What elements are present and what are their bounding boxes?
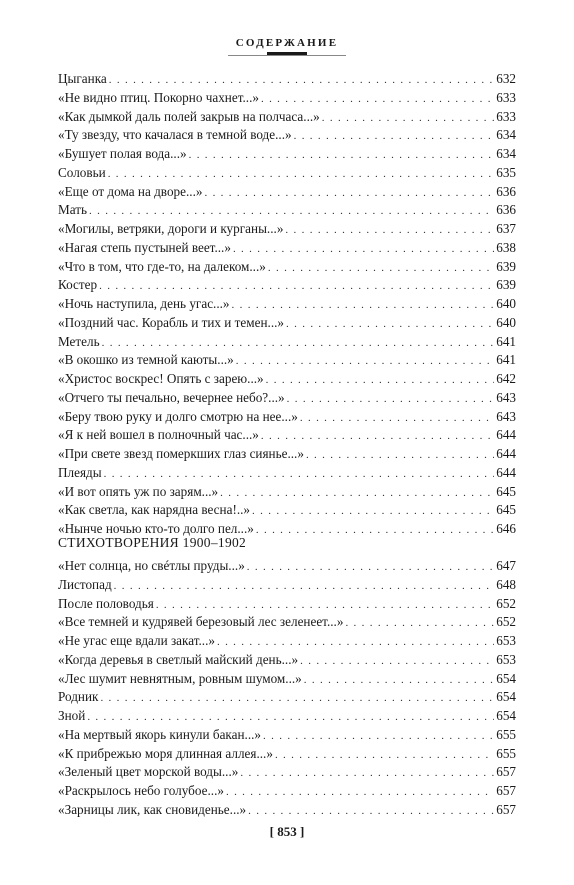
dot-leader: [236, 352, 494, 371]
section-heading: СТИХОТВОРЕНИЯ 1900–1902: [58, 535, 247, 550]
toc-entry-title: «Все темней и кудрявей березовый лес зеленеет...»: [58, 614, 344, 630]
toc-entry-title: «Поздний час. Корабль и тих и темен...»: [58, 314, 285, 330]
toc-entry: [58, 557, 516, 576]
running-header: СОДЕРЖАНИЕ: [235, 37, 339, 49]
page-number: [ 853 ]: [269, 824, 305, 839]
toc-entry-title: «Зарницы лик, как сновиденье...»: [58, 801, 247, 817]
toc-entry-page: 657: [496, 801, 516, 817]
dot-leader: [102, 334, 495, 353]
toc-entry: [58, 763, 516, 782]
toc-entry: [58, 688, 516, 707]
dot-leader: [100, 689, 494, 708]
toc-entry-page: 657: [496, 764, 516, 780]
toc-entry-title: «Не видно птиц. Покорно чахнет...»: [58, 89, 259, 105]
toc-entry-title: «При свете звезд померкших глаз сиянье...»: [58, 446, 304, 461]
dot-leader: [217, 633, 494, 652]
dot-leader: [300, 409, 494, 428]
dot-leader: [247, 558, 494, 577]
dot-leader: [263, 727, 494, 746]
dot-leader: [204, 184, 494, 203]
dot-leader: [114, 577, 495, 596]
toc-entry-page: 654: [496, 689, 516, 705]
toc-entry-title: «Когда деревья в светлый майский день...»: [58, 651, 299, 667]
toc-entry: [58, 183, 516, 202]
toc-entry-title: «Христос воскрес! Опять с зарею...»: [58, 371, 264, 386]
dot-leader: [287, 390, 495, 409]
toc-entry-title: После половодья: [58, 595, 154, 611]
dot-leader: [304, 671, 494, 690]
toc-entry-page: 646: [496, 521, 516, 536]
dot-leader: [256, 521, 494, 540]
dot-leader: [233, 240, 494, 259]
toc-entry: [58, 613, 516, 632]
toc-entry: [58, 426, 516, 445]
dot-leader: [109, 71, 494, 90]
toc-entry-title: «Как дымкой даль полей закрыв на полчаса...»: [58, 108, 320, 124]
dot-leader: [285, 221, 494, 240]
toc-entry-page: 634: [496, 127, 516, 143]
toc-entry-title: Мать: [58, 202, 88, 218]
toc-entry: [58, 632, 516, 651]
toc-entry-title: «Беру твою руку и долго смотрю на нее...»: [58, 408, 298, 424]
toc-entry-title: Метель: [58, 333, 100, 349]
toc-entry-page: 645: [496, 483, 516, 499]
toc-entry-page: 641: [496, 333, 516, 349]
toc-entry-title: Листопад: [58, 576, 112, 592]
toc-entry: [58, 201, 516, 220]
toc-entry-page: 635: [496, 164, 516, 180]
toc-entry-page: 636: [496, 183, 516, 199]
toc-entry: [58, 801, 516, 820]
toc-entry-title: «Нет солнца, но свéтлы пруды...»: [58, 558, 245, 573]
toc-entry-title: «Как светла, как нарядна весна!..»: [58, 502, 251, 518]
dot-leader: [226, 783, 494, 802]
toc-entry: [58, 576, 516, 595]
toc-entry-page: 654: [496, 708, 516, 723]
toc-list-part-2: [58, 557, 516, 820]
toc-entry: [58, 295, 516, 314]
dot-leader: [275, 746, 494, 765]
toc-entry-page: 654: [496, 670, 516, 686]
toc-entry: [58, 239, 516, 258]
toc-entry-page: 632: [496, 71, 516, 86]
toc-entry-page: 652: [496, 595, 516, 611]
toc-entry-page: 637: [496, 221, 516, 236]
toc-entry-title: Цыганка: [58, 71, 107, 86]
dot-leader: [87, 708, 494, 727]
toc-entry-title: «Бушует полая вода...»: [58, 146, 187, 161]
toc-entry-title: «Раскрылось небо голубое...»: [58, 783, 224, 798]
toc-entry: [58, 370, 516, 389]
toc-entry-title: «Еще от дома на дворе...»: [58, 183, 203, 199]
toc-entry-title: Родник: [58, 689, 99, 705]
toc-entry-page: 633: [496, 89, 516, 105]
toc-entry-page: 640: [496, 314, 516, 330]
toc-entry-title: «Я к ней вошел в полночный час...»: [58, 427, 259, 443]
dot-leader: [189, 146, 495, 165]
toc-entry-title: «Нагая степь пустыней веет...»: [58, 239, 231, 255]
toc-entry-page: 638: [496, 239, 516, 255]
toc-entry-title: Соловьи: [58, 164, 106, 180]
toc-entry-title: «На мертвый якорь кинули бакан...»: [58, 726, 262, 742]
toc-entry-page: 644: [496, 464, 516, 480]
toc-entry: [58, 670, 516, 689]
toc-entry-page: 633: [496, 108, 516, 124]
toc-entry-title: Костер: [58, 277, 98, 293]
toc-entry-page: 642: [496, 371, 516, 386]
toc-entry-page: 639: [496, 277, 516, 293]
toc-entry-page: 655: [496, 745, 516, 761]
toc-entry: [58, 258, 516, 277]
toc-entry: [58, 782, 516, 801]
dot-leader: [286, 315, 494, 334]
toc-entry-page: 645: [496, 502, 516, 518]
toc-entry-page: 641: [496, 352, 516, 368]
toc-entry-page: 657: [496, 783, 516, 798]
toc-entry: [58, 89, 516, 108]
toc-entry-page: 636: [496, 202, 516, 218]
toc-entry-title: «В окошко из темной каюты...»: [58, 352, 234, 368]
dot-leader: [108, 165, 495, 184]
toc-entry-page: 643: [496, 408, 516, 424]
toc-entry: [58, 108, 516, 127]
dot-leader: [322, 109, 494, 128]
toc-entry-title: «И вот опять уж по зарям...»: [58, 483, 219, 499]
toc-entry: [58, 276, 516, 295]
dot-leader: [261, 427, 494, 446]
toc-entry: [58, 464, 516, 483]
toc-entry-page: 655: [496, 726, 516, 742]
toc-entry: [58, 445, 516, 464]
toc-entry: [58, 707, 516, 726]
toc-entry-title: «Лес шумит невнятным, ровным шумом...»: [58, 670, 302, 686]
header-rule: [228, 55, 346, 56]
toc-entry: [58, 389, 516, 408]
toc-entry: [58, 351, 516, 370]
dot-leader: [266, 371, 495, 390]
toc-list-part-1: [58, 70, 516, 539]
toc-entry: [58, 220, 516, 239]
toc-entry: [58, 333, 516, 352]
toc-entry-title: «Зеленый цвет морской воды...»: [58, 764, 239, 780]
toc-entry: [58, 408, 516, 427]
toc-entry: [58, 745, 516, 764]
dot-leader: [306, 446, 494, 465]
toc-entry-title: «Отчего ты печально, вечернее небо?...»: [58, 389, 285, 405]
dot-leader: [99, 277, 494, 296]
dot-leader: [240, 764, 494, 783]
toc-entry-page: 644: [496, 446, 516, 461]
toc-entry: [58, 126, 516, 145]
dot-leader: [248, 802, 494, 821]
toc-entry: [58, 595, 516, 614]
toc-entry: [58, 726, 516, 745]
toc-entry: [58, 651, 516, 670]
toc-entry-title: «Не угас еще вдали закат...»: [58, 633, 215, 648]
toc-entry: [58, 483, 516, 502]
toc-entry: [58, 145, 516, 164]
dot-leader: [220, 484, 494, 503]
dot-leader: [268, 259, 494, 278]
toc-entry-title: «Ночь наступила, день угас...»: [58, 296, 230, 311]
toc-entry-page: 647: [496, 558, 516, 573]
dot-leader: [300, 652, 494, 671]
dot-leader: [345, 614, 494, 633]
dot-leader: [261, 90, 494, 109]
dot-leader: [156, 596, 494, 615]
toc-entry: [58, 314, 516, 333]
toc-entry-title: «Нынче ночью кто-то долго пел...»: [58, 521, 254, 536]
toc-entry: [58, 501, 516, 520]
dot-leader: [294, 127, 495, 146]
toc-entry-title: «Могилы, ветряки, дороги и курганы...»: [58, 221, 284, 236]
toc-entry: [58, 70, 516, 89]
toc-entry-page: 639: [496, 258, 516, 274]
dot-leader: [232, 296, 495, 315]
dot-leader: [104, 465, 495, 484]
dot-leader: [252, 502, 494, 521]
toc-entry-page: 653: [496, 651, 516, 667]
toc-entry-title: «Ту звезду, что качалася в темной воде...»: [58, 127, 292, 143]
toc-entry-page: 653: [496, 633, 516, 648]
toc-entry-page: 648: [496, 576, 516, 592]
toc-entry-title: «К прибрежью моря длинная аллея...»: [58, 745, 273, 761]
toc-entry-page: 643: [496, 389, 516, 405]
toc-entry-title: «Что в том, что где-то, на далеком...»: [58, 258, 266, 274]
toc-entry-page: 652: [496, 614, 516, 630]
toc-entry-page: 644: [496, 427, 516, 443]
dot-leader: [89, 202, 494, 221]
toc-entry-page: 634: [496, 146, 516, 161]
header-rule-accent: [267, 52, 307, 55]
toc-entry: [58, 164, 516, 183]
toc-entry-page: 640: [496, 296, 516, 311]
toc-entry-title: Зной: [58, 708, 86, 723]
toc-entry-title: Плеяды: [58, 464, 102, 480]
